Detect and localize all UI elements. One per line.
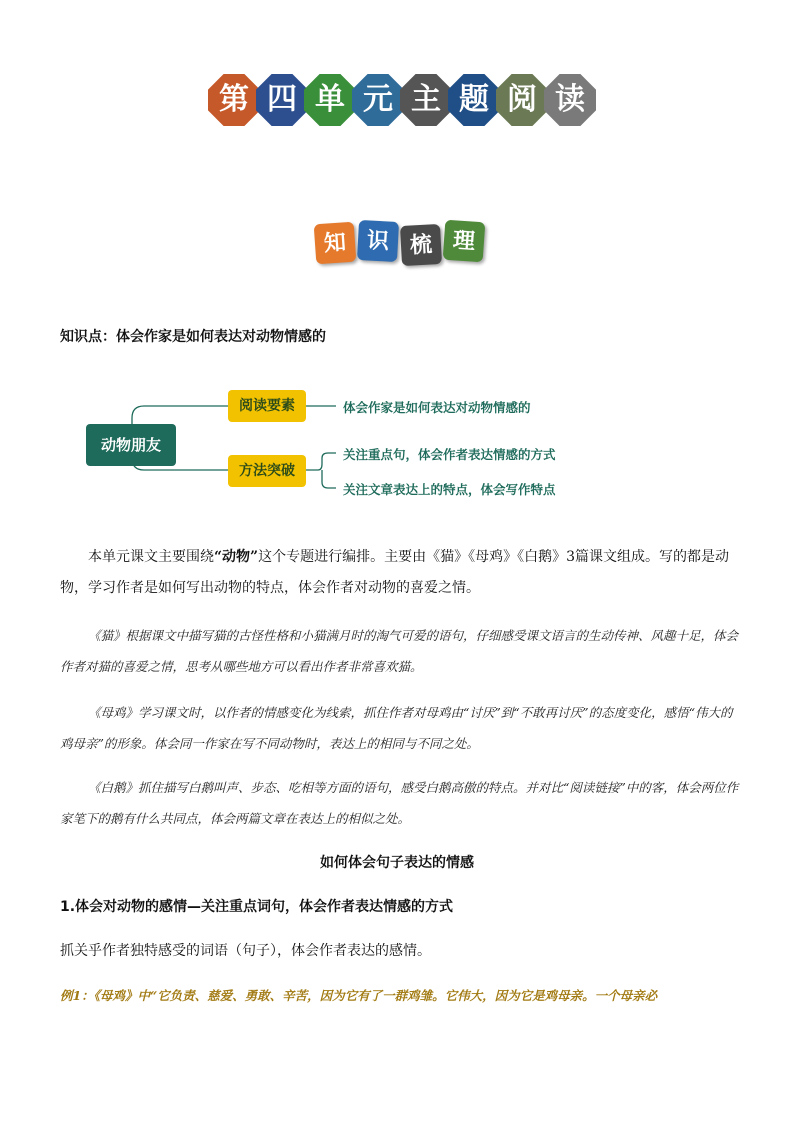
title-char: 阅: [496, 74, 548, 126]
section-text: 抓关乎作者独特感受的词语（句子），体会作者表达的感情。: [60, 943, 431, 959]
knowledge-point-heading: 知识点：体会作家是如何表达对动物情感的: [60, 329, 326, 345]
subtitle-char: 识: [357, 220, 399, 262]
mindmap-leaf: 体会作家是如何表达对动物情感的: [343, 400, 531, 415]
section-heading: 1.体会对动物的感情—关注重点词句，体会作者表达情感的方式: [60, 899, 454, 915]
title-char: 主: [400, 74, 452, 126]
mindmap-branch-reading-elements: 阅读要素: [228, 390, 306, 422]
mindmap-branch-method: 方法突破: [228, 455, 306, 487]
title-char: 元: [352, 74, 404, 126]
paragraph-cat: 《猫》根据课文中描写猫的古怪性格和小猫满月时的淘气可爱的语句，仔细感受课文语言的生动传神、风趣十足，体会作者对猫的喜爱之情，思考从哪些地方可以看出作者非常喜欢猫。: [60, 628, 739, 674]
title-char: 四: [256, 74, 308, 126]
title-char: 题: [448, 74, 500, 126]
subtitle-char: 梳: [400, 224, 442, 266]
example-line: 例1：《母鸡》中“它负责、慈爱、勇敢、辛苦，因为它有了一群鸡雏。它伟大，因为它是鸡母亲。一个母亲必: [60, 988, 658, 1003]
title-char: 第: [208, 74, 260, 126]
center-heading: 如何体会句子表达的情感: [320, 855, 474, 871]
paragraph-hen: 《母鸡》学习课文时，以作者的情感变化为线索，抓住作者对母鸡由“讨厌”到“不敢再讨厌”的态度变化，感悟“伟大的鸡母亲”的形象。体会同一作家在写不同动物时，表达上的相同与不同之处。: [60, 705, 733, 751]
mindmap-leaf: 关注重点句，体会作者表达情感的方式: [343, 447, 556, 462]
title-char: 单: [304, 74, 356, 126]
intro-paragraph: 本单元课文主要围绕“动物”这个专题进行编排。主要由《猫》《母鸡》《白鹅》3篇课文组成。写的都是动物，学习作者是如何写出动物的特点，体会作者对动物的喜爱之情。: [60, 549, 730, 596]
title-char: 读: [544, 74, 596, 126]
paragraph-goose: 《白鹅》抓住描写白鹅叫声、步态、吃相等方面的语句，感受白鹅高傲的特点。并对比“阅读链接”中的客，体会两位作家笔下的鹅有什么共同点，体会两篇文章在表达上的相似之处。: [60, 780, 739, 826]
mindmap-root: 动物朋友: [86, 424, 176, 466]
subtitle-char: 知: [314, 222, 357, 265]
subtitle-char: 理: [443, 220, 486, 263]
mindmap-leaf: 关注文章表达上的特点，体会写作特点: [343, 482, 556, 497]
